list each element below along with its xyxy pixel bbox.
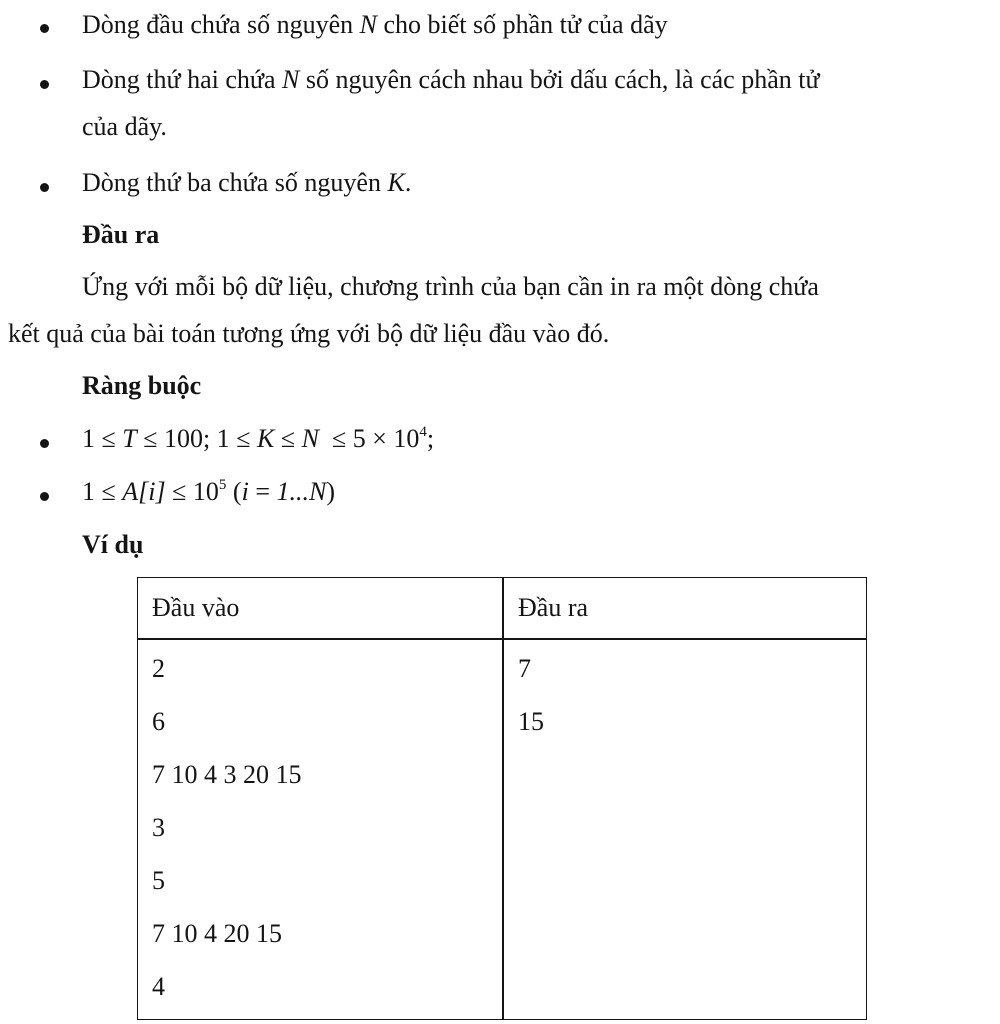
bullet-text: . xyxy=(404,168,412,197)
exponent: 5 xyxy=(218,477,227,494)
table-column-divider xyxy=(502,578,504,1019)
bullet-icon xyxy=(40,492,49,501)
math-text: = xyxy=(248,477,277,506)
bullet-text: cho biết số phần tử của dãy xyxy=(377,10,668,39)
bullet-text: số nguyên cách nhau bởi dấu cách, là các phần tử xyxy=(299,65,820,94)
input-bullet-2-continuation: của dãy. xyxy=(82,112,167,141)
input-line: 4 xyxy=(152,972,165,1001)
output-paragraph-line-2: kết quả của bài toán tương ứng với bộ dữ liệu đầu vào đó. xyxy=(8,319,610,348)
variable-k: K xyxy=(387,168,405,197)
index-range: 1...N xyxy=(276,477,327,506)
variable-n: N xyxy=(282,65,300,94)
variable-t: T xyxy=(122,424,137,453)
example-table xyxy=(137,577,867,1020)
output-line: 15 xyxy=(518,707,544,736)
bullet-icon xyxy=(40,24,49,33)
input-line: 7 10 4 3 20 15 xyxy=(152,760,302,789)
bullet-icon xyxy=(40,80,49,89)
math-text: ≤ xyxy=(274,424,302,453)
table-header-input: Đầu vào xyxy=(152,593,240,622)
math-text: ( xyxy=(226,477,242,506)
bullet-icon xyxy=(40,183,49,192)
input-bullet-3 xyxy=(82,167,411,199)
input-line: 7 10 4 20 15 xyxy=(152,919,282,948)
output-paragraph-line-1: Ứng với mỗi bộ dữ liệu, chương trình của bạn cần in ra một dòng chứa xyxy=(82,272,819,301)
input-line: 2 xyxy=(152,654,165,683)
variable-i: i xyxy=(241,477,249,506)
variable-n: N xyxy=(359,10,377,39)
bullet-text: Dòng thứ ba chứa số nguyên xyxy=(82,168,388,197)
exponent: 4 xyxy=(419,424,427,441)
constraint-1 xyxy=(82,423,434,455)
bullet-text: Dòng đầu chứa số nguyên xyxy=(82,10,360,39)
table-header-divider xyxy=(138,638,866,640)
math-text: 1 ≤ xyxy=(82,424,123,453)
math-text: ≤ 10 xyxy=(165,477,219,506)
math-text: 1 ≤ xyxy=(82,477,123,506)
constraint-2 xyxy=(82,476,335,508)
math-text: ) xyxy=(326,477,335,506)
input-line: 5 xyxy=(152,866,165,895)
constraints-heading: Ràng buộc xyxy=(82,371,202,400)
bullet-text: Dòng thứ hai chứa xyxy=(82,65,283,94)
math-text: ≤ 100; 1 ≤ xyxy=(136,424,258,453)
math-text: ; xyxy=(426,424,435,453)
input-line: 3 xyxy=(152,813,165,842)
variable-n: N xyxy=(301,424,319,453)
variable-k: K xyxy=(257,424,275,453)
output-line: 7 xyxy=(518,654,531,683)
math-text: ≤ 5 × 10 xyxy=(318,424,420,453)
input-bullet-2 xyxy=(82,64,820,96)
example-heading: Ví dụ xyxy=(82,530,144,559)
input-bullet-1 xyxy=(82,9,668,41)
bullet-icon xyxy=(40,439,49,448)
table-header-output: Đầu ra xyxy=(518,593,589,622)
output-heading: Đầu ra xyxy=(82,220,160,249)
input-line: 6 xyxy=(152,707,165,736)
variable-a-i: A[i] xyxy=(122,477,166,506)
